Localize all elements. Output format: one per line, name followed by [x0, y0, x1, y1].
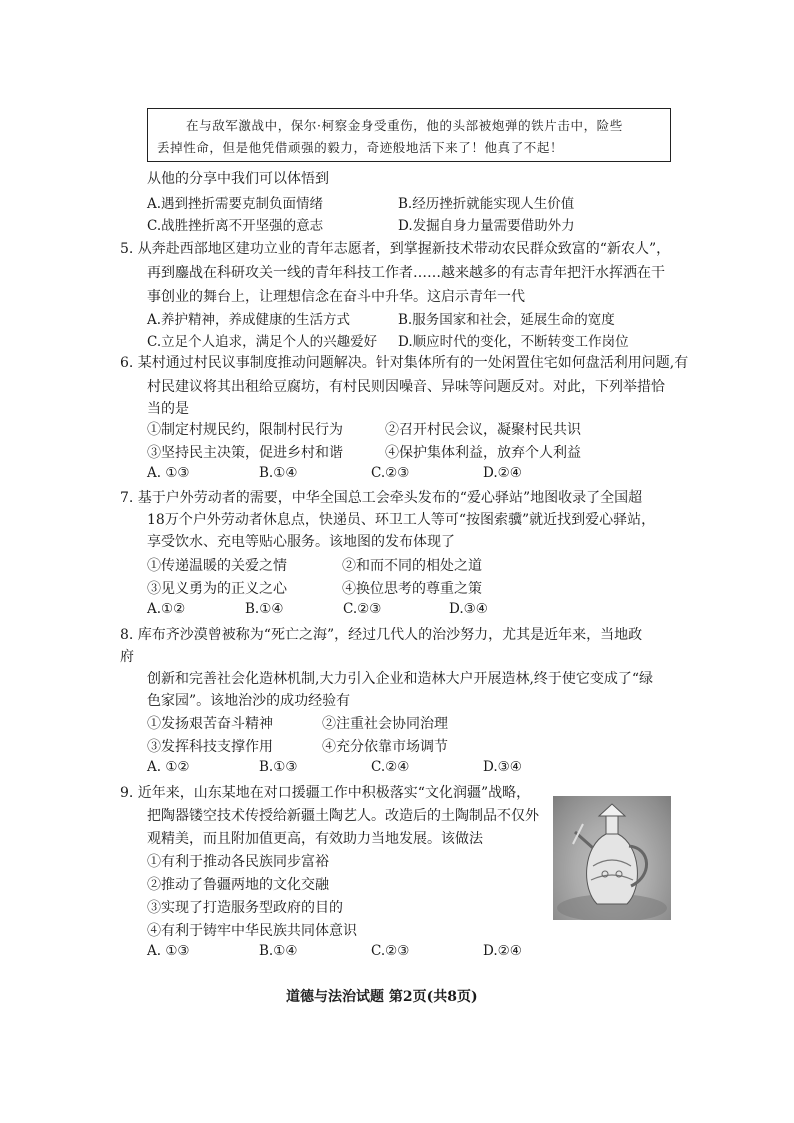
q4-option-c: C.战胜挫折离不开坚强的意志: [147, 218, 324, 234]
q6-line-2: 村民建议将其出租给豆腐坊，有村民则因噪音、异味等问题反对。对此，下列举措恰: [147, 379, 665, 395]
q7-choice-b: B.①④: [245, 601, 284, 617]
q7-choice-d: D.③④: [449, 601, 488, 617]
q6-item-3: ③坚持民主决策，促进乡村和谐: [147, 445, 343, 461]
quote-line-2: 丢掉性命，但是他凭借顽强的毅力，奇迹般地活下来了！他真了不起！: [157, 140, 564, 155]
pottery-photo: [553, 796, 671, 920]
q9-choice-a: A. ①③: [147, 943, 190, 959]
q7-item-2: ②和而不同的相处之道: [342, 558, 482, 574]
q7-item-1: ①传递温暖的关爱之情: [147, 558, 287, 574]
q6-item-2: ②召开村民会议，凝聚村民共识: [385, 422, 581, 438]
q7-item-3: ③见义勇为的正义之心: [147, 581, 287, 597]
q9-choice-d: D.②④: [483, 943, 522, 959]
q7-item-4: ④换位思考的尊重之策: [342, 581, 482, 597]
q9-item-2: ②推动了鲁疆两地的文化交融: [147, 877, 329, 893]
q8-line-1: 8. 库布齐沙漠曾被称为“死亡之海”，经过几代人的治沙努力，尤其是近年来，当地政: [120, 627, 643, 643]
q6-item-1: ①制定村规民约，限制村民行为: [147, 422, 343, 438]
q5-line-1: 5. 从奔赴西部地区建功立业的青年志愿者，到掌握新技术带动农民群众致富的“新农人”，: [120, 241, 671, 257]
q8-choice-b: B.①③: [259, 759, 298, 775]
page-footer: 道德与法治试题 第2页(共8页): [286, 989, 478, 1005]
q7-choice-a: A.①②: [147, 601, 186, 617]
q6-choice-a: A. ①③: [147, 465, 190, 481]
q6-choice-d: D.②④: [483, 465, 522, 481]
q9-item-3: ③实现了打造服务型政府的目的: [147, 900, 343, 916]
q4-stem: 从他的分享中我们可以体悟到: [147, 171, 329, 187]
q5-line-2: 再到鏖战在科研攻关一线的青年科技工作者……越来越多的有志青年把汗水挥洒在干: [147, 265, 665, 281]
pottery-vase-icon: [553, 796, 671, 920]
q8-item-3: ③发挥科技支撑作用: [147, 739, 273, 755]
q8-item-1: ①发扬艰苦奋斗精神: [147, 716, 273, 732]
q7-choice-c: C.②③: [343, 601, 382, 617]
q4-option-d: D.发掘自身力量需要借助外力: [398, 218, 575, 234]
q8-choice-d: D.③④: [483, 759, 522, 775]
q6-choice-b: B.①④: [259, 465, 298, 481]
q8-line-1-wrap: 府: [120, 649, 134, 665]
q6-line-1: 6. 某村通过村民议事制度推动问题解决。针对集体所有的一处闲置住宅如何盘活利用问题,有: [120, 355, 689, 371]
q8-item-4: ④充分依靠市场调节: [322, 739, 448, 755]
q6-line-3: 当的是: [147, 401, 189, 417]
q9-choice-b: B.①④: [259, 943, 298, 959]
q5-option-a: A.养护精神，养成健康的生活方式: [147, 312, 351, 328]
q9-item-1: ①有利于推动各民族同步富裕: [147, 854, 329, 870]
q4-option-a: A.遇到挫折需要克制负面情绪: [147, 196, 324, 212]
q5-line-3: 事创业的舞台上，让理想信念在奋斗中升华。这启示青年一代: [147, 289, 525, 305]
q8-line-2: 创新和完善社会化造林机制,大力引入企业和造林大户开展造林,终于使它变成了“绿: [147, 671, 654, 687]
q8-line-3: 色家园”。该地治沙的成功经验有: [147, 693, 351, 709]
q5-option-b: B.服务国家和社会，延展生命的宽度: [398, 312, 615, 328]
q9-item-4: ④有利于铸牢中华民族共同体意识: [147, 923, 357, 939]
q7-line-2: 18万个户外劳动者休息点，快递员、环卫工人等可“按图索骥”就近找到爱心驿站，: [147, 512, 656, 528]
q7-line-1: 7. 基于户外劳动者的需要，中华全国总工会牵头发布的“爱心驿站”地图收录了全国超: [120, 490, 643, 506]
q8-choice-a: A. ①②: [147, 759, 190, 775]
q6-item-4: ④保护集体利益，放弃个人利益: [385, 445, 581, 461]
q9-line-2: 把陶器镂空技术传授给新疆土陶艺人。改造后的土陶制品不仅外: [147, 808, 539, 824]
q5-option-c: C.立足个人追求，满足个人的兴趣爱好: [147, 334, 378, 350]
q9-choice-c: C.②③: [371, 943, 410, 959]
q6-choice-c: C.②③: [371, 465, 410, 481]
q7-line-3: 享受饮水、充电等贴心服务。该地图的发布体现了: [147, 534, 455, 550]
q8-item-2: ②注重社会协同治理: [322, 716, 448, 732]
q8-choice-c: C.②④: [371, 759, 410, 775]
quote-line-1: 在与敌军激战中，保尔·柯察金身受重伤，他的头部被炮弹的铁片击中，险些: [186, 118, 623, 133]
q4-option-b: B.经历挫折就能实现人生价值: [398, 196, 575, 212]
q5-option-d: D.顺应时代的变化，不断转变工作岗位: [398, 334, 629, 350]
q9-line-1: 9. 近年来，山东某地在对口援疆工作中积极落实“文化润疆”战略，: [120, 785, 531, 801]
q9-line-3: 观精美，而且附加值更高，有效助力当地发展。该做法: [147, 831, 483, 847]
